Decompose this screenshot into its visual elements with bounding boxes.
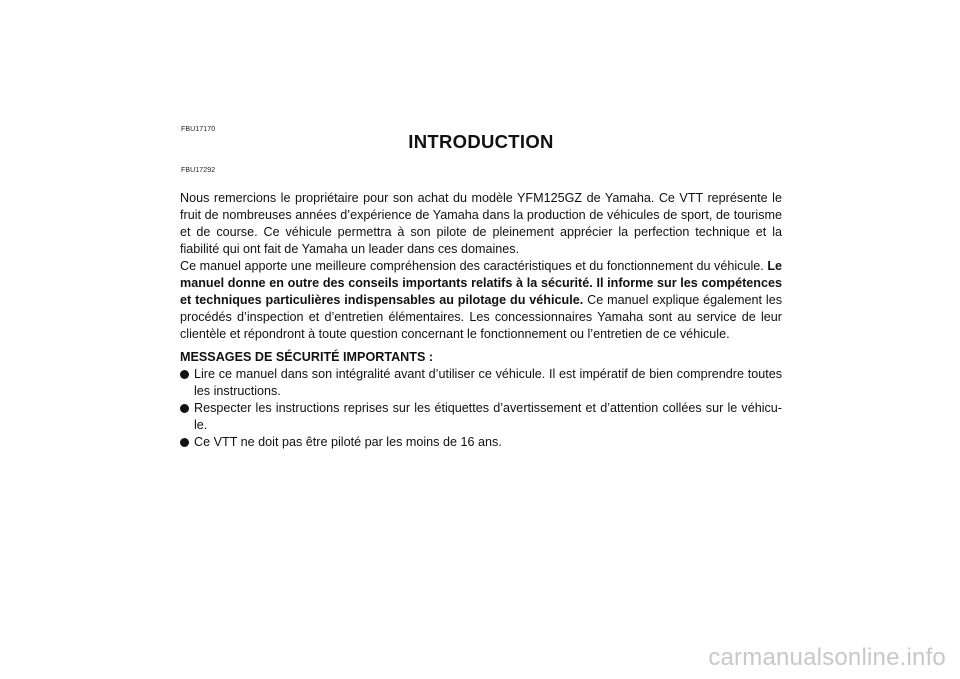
safety-item-text: Ce VTT ne doit pas être piloté par les moins de 16 ans. <box>194 435 502 449</box>
safety-heading: MESSAGES DE SÉCURITÉ IMPORTANTS : <box>180 350 434 364</box>
doc-code-intro: FBU17292 <box>181 167 216 174</box>
safety-item-text: Respecter les instructions reprises sur les étiquettes d’avertissement et d’attention collées sur le véhicule. <box>194 401 782 432</box>
site-watermark: carmanualsonline.info <box>708 644 946 671</box>
doc-code-top: FBU17170 <box>181 126 216 133</box>
bullet-icon <box>180 438 189 447</box>
intro-content <box>180 190 782 451</box>
bullet-icon <box>180 404 189 413</box>
safety-item-1 <box>180 366 782 400</box>
intro-paragraph-2 <box>180 258 782 343</box>
safety-item-2 <box>180 400 782 434</box>
intro-paragraph-2-end: Ce manuel explique également les procédés d’inspection et d’entretien élémentaires. Les concessionnaires Yamaha sont au service de leur clientèle et répondront à toute question concernant le fonctionnement ou l’entretien de ce véhicule. <box>180 293 782 341</box>
intro-paragraph-2-start: Ce manuel apporte une meilleure compréhension des caractéristiques et du fonctionnement du véhicule. <box>180 259 764 273</box>
safety-list <box>180 366 782 451</box>
safety-item-text: Lire ce manuel dans son intégralité avant d’utiliser ce véhicule. Il est impératif de bien comprendre toutes les instructions. <box>194 367 782 398</box>
safety-item-3 <box>180 434 782 451</box>
intro-safety-emphasis: Le manuel donne en outre des conseils importants relatifs à la sécurité. Il informe sur les compétences et techniques particulières indispensables au pilotage du véhicule. <box>180 259 783 307</box>
bullet-icon <box>180 370 189 379</box>
intro-paragraph-1: Nous remercions le propriétaire pour son achat du modèle YFM125GZ de Yamaha. Ce VTT représente le fruit de nombreuses années d’expérience de Yamaha dans la production de véhicules de sport, de tourisme et de course. Ce véhicule permettra à son pilote de pleinement apprécier la perfection technique et la fiabilité qui ont fait de Yamaha un leader dans ces domaines. <box>180 191 782 256</box>
page-title: INTRODUCTION <box>408 131 554 152</box>
